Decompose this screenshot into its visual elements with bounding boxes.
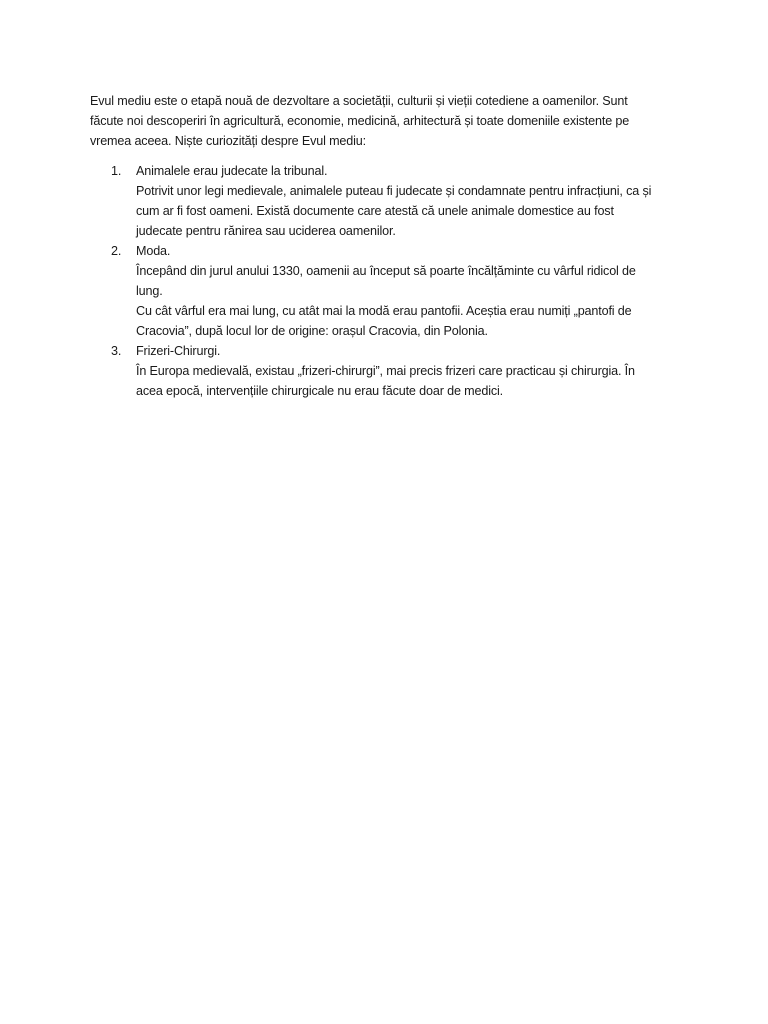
list-item-number: 3.	[111, 344, 122, 358]
intro-line: făcute noi descoperiri în agricultură, economie, medicină, arhitectură și toate domeniile existente pe	[90, 114, 630, 128]
list-item-body	[136, 341, 680, 401]
list-item-text-line: Cracovia”, după locul lor de origine: orașul Cracovia, din Polonia.	[136, 324, 488, 338]
list-item-number: 1.	[111, 164, 122, 178]
list-item-heading: Animalele erau judecate la tribunal.	[136, 164, 328, 178]
document-page	[90, 91, 680, 401]
list-item	[90, 161, 680, 241]
list-item	[90, 341, 680, 401]
list-item-text-line: judecate pentru rănirea sau uciderea oamenilor.	[136, 224, 396, 238]
list-item-heading: Moda.	[136, 244, 171, 258]
list-item-text-line: acea epocă, intervențiile chirurgicale nu erau făcute doar de medici.	[136, 384, 503, 398]
list-item-text-line: Cu cât vârful era mai lung, cu atât mai la modă erau pantofii. Aceștia erau numiți „pantofi de	[136, 304, 632, 318]
list-item-text-line: În Europa medievală, existau „frizeri-chirurgi”, mai precis frizeri care practicau și chirurgia. În	[136, 364, 635, 378]
list-item-text-line: Potrivit unor legi medievale, animalele puteau fi judecate și condamnate pentru infracțiuni, ca și	[136, 184, 652, 198]
list-item-body	[136, 161, 680, 241]
list-item	[90, 241, 680, 341]
list-item-heading: Frizeri-Chirurgi.	[136, 344, 221, 358]
list-item-text-line: lung.	[136, 284, 163, 298]
list-item-number: 2.	[111, 244, 122, 258]
intro-line: Evul mediu este o etapă nouă de dezvoltare a societății, culturii și vieții cotediene a oamenilor. Sunt	[90, 94, 628, 108]
list-item-text-line: cum ar fi fost oameni. Există documente care atestă că unele animale domestice au fost	[136, 204, 614, 218]
numbered-list	[90, 161, 680, 401]
list-item-body	[136, 241, 680, 341]
intro-line: vremea aceea. Niște curiozități despre Evul mediu:	[90, 134, 366, 148]
list-item-text-line: Începând din jurul anului 1330, oamenii au început să poarte încălțăminte cu vârful ridicol de	[136, 264, 636, 278]
intro-paragraph	[90, 91, 680, 151]
